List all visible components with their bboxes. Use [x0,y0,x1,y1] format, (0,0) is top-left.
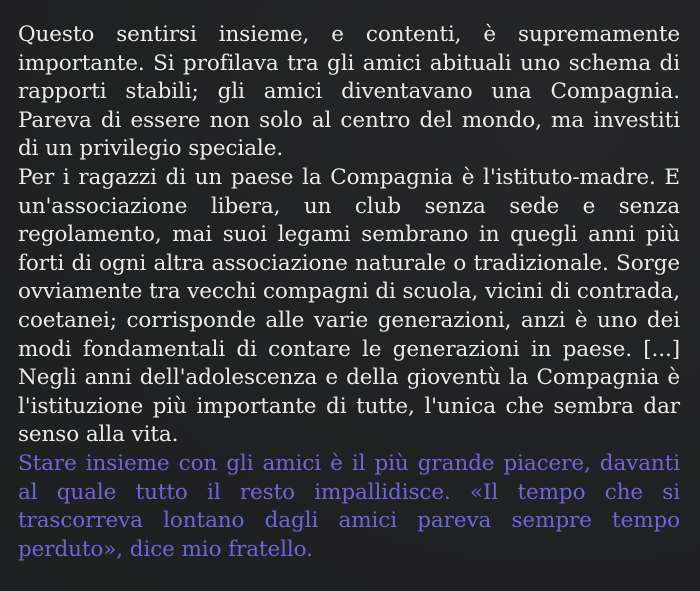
paragraph-2 [18,164,680,450]
paragraph-1 [18,21,680,164]
highlighted-paragraph-text: Stare insieme con gli amici è il più grande piacere, davanti al quale tutto il resto impallidisce. «Il tempo che si trascorreva lontano dagli amici pareva sempre tempo perduto», dice mio fratello. [18,450,680,562]
text-block [18,21,680,564]
paragraph-1-text: Questo sentirsi insieme, e contenti, è supremamente importante. Si profilava tra gli amici abituali uno schema di rapporti stabili; gli amici diventavano una Compagnia. Pareva di essere non solo al centro del mondo, ma investiti di un privilegio speciale. [18,22,680,162]
highlighted-paragraph [18,450,680,564]
paragraph-2-text: Per i ragazzi di un paese la Compagnia è l'istituto-madre. E un'associazione libera, un club senza sede e senza regolamento, mai suoi legami sembrano in quegli anni più forti di ogni altra associazione naturale o tradizionale. Sorge ovviamente tra vecchi compagni di scuola, vicini di contrada, coetanei; corrisponde alle varie generazioni, anzi è uno dei modi fondamentali di contare le generazioni in paese. [...] Negli anni dell'adolescenza e della gioventù la Compagnia è l'istituzione più importante di tutte, l'unica che sembra dar senso alla vita. [18,164,680,448]
